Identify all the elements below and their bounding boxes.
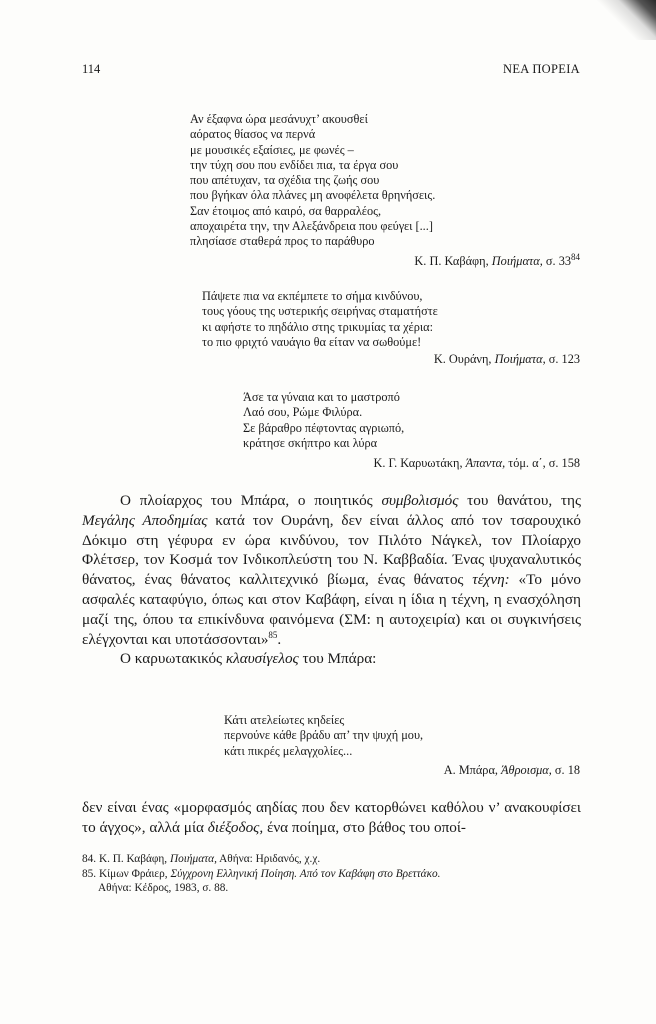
poem-line: αποχαιρέτα την, την Αλεξάνδρεια που φεύγει [...] (190, 219, 433, 234)
cite-page: σ. 33 (545, 254, 571, 268)
poem-line: τους γόους της υστερικής σειρήνας σταματήστε (202, 304, 438, 319)
cite-work: Άπαντα, (465, 456, 506, 470)
citation-karyotakis (373, 456, 580, 471)
text-run: κατά τον Ουράνη, δεν είναι άλλος από τον τσαρουχικό Δόκιμο στη γέφυρα εν ώρα κινδύνου, τον Πιλότο Νάγκελ, τον Πλοίαρχο Φλέτσερ, τον Κοσμά τον Ινδικοπλεύστη του Ν. Καββαδία. Ένας ψυχαναλυτικός θάνατος, ένας θάνατος καλλιτεχνικό βίωμα, ένας θάνατος (82, 511, 581, 589)
quote-karyotakis (243, 390, 404, 451)
citation-baras (444, 763, 580, 778)
paragraph (82, 491, 581, 649)
poem-line: Κάτι ατελείωτες κηδείες (224, 713, 345, 727)
page-number: 114 (82, 62, 101, 76)
paragraph (82, 649, 581, 669)
cite-page: σ. 18 (554, 763, 580, 777)
poem-line: κράτησε σκήπτρο και λύρα (243, 435, 378, 450)
text-run: «Το μόνο ασφαλές καταφύγιο, όπως και στον Καβάφη, είναι η ίδια η τέχνη, η ενασχόληση μαζί της, όπου τα επικίνδυνα φαινόμενα (ΣΜ: η αυτοχειρία) και οι συγκινήσεις ελέγχονται και υποτάσσονται» (82, 571, 581, 648)
emphasis: συμβολισμός (381, 492, 459, 509)
footnote-85-continued: Αθήνα: Κέδρος, 1983, σ. 88. (98, 882, 229, 895)
quote-ouranis (202, 289, 438, 350)
poem-line: κι αφήστε το πηδάλιο στης τρικυμίας τα χέρια: (202, 319, 434, 334)
cite-page: σ. 123 (548, 352, 580, 366)
emphasis: κλαυσίγελος (225, 650, 299, 668)
footnote-ref: 84 (571, 251, 580, 262)
body-section-1 (82, 491, 581, 669)
poem-line: με μουσικές εξαίσιες, με φωνές – (190, 142, 354, 157)
running-title: ΝΕΑ ΠΟΡΕΙΑ (503, 62, 580, 76)
poem-line: Λαό σου, Ρώμε Φιλύρα. (243, 405, 363, 420)
poem-line: αόρατος θίασος να περνά (190, 127, 316, 142)
poem-line: που βγήκαν όλα πλάνες μη ανοφέλετα θρηνήσεις. (190, 188, 436, 203)
cite-author: Κ. Γ. Καρυωτάκη, (373, 456, 463, 470)
text-run: 85. Κίμων Φράιερ, (82, 867, 171, 880)
poem-line: Πάψετε πια να εκπέμπετε το σήμα κινδύνου, (202, 289, 423, 303)
cite-work: Ποιήματα, (491, 254, 543, 268)
emphasis: Μεγάλης Αποδημίας (82, 511, 208, 529)
text-run: . (277, 630, 282, 648)
text-run: Ο πλοίαρχος του Μπάρα, ο ποιητικός (120, 492, 382, 509)
emphasis: Ποιήματα, (169, 853, 217, 865)
cite-work: Άθροισμα, (501, 763, 552, 777)
poem-line: το πιο φριχτό ναυάγιο θα είταν να σωθούμε! (202, 334, 422, 349)
poem-line: περνούνε κάθε βράδυ απ’ την ψυχή μου, (224, 728, 424, 743)
emphasis: τέχνη: (472, 571, 510, 589)
text-run: 84. Κ. Π. Καβάφη, (82, 853, 170, 865)
text-run: Αθήνα: Ηριδανός, χ.χ. (216, 853, 321, 865)
footnote-84 (82, 852, 582, 867)
emphasis: Σύγχρονη Ελληνική Ποίηση. Από τον Καβάφη στο Βρεττάκο. (170, 867, 441, 880)
citation-ouranis (434, 352, 580, 367)
cite-author: Κ. Π. Καβάφη, (414, 254, 489, 268)
poem-line: Σαν έτοιμος από καιρό, σα θαρραλέος, (190, 203, 382, 218)
poem-line: που απέτυχαν, τα σχέδια της ζωής σου (190, 173, 380, 188)
footnotes (82, 852, 582, 896)
citation-cavafy (414, 251, 580, 269)
quote-cavafy (190, 112, 435, 250)
text-run: Ο καρυωτακικός (120, 650, 226, 668)
text-run: ένα ποίημα, στο βάθος του οποί- (263, 818, 466, 836)
footnote-85 (82, 867, 582, 882)
quote-baras (224, 713, 423, 759)
poem-line: την τύχη σου που ενδίδει πια, τα έργα σου (190, 157, 399, 172)
poem-line: Άσε τα γύναια και το μαστροπό (243, 390, 400, 404)
page-corner-shadow (596, 0, 656, 40)
cite-work: Ποιήματα, (494, 352, 546, 366)
poem-line: κάτι πικρές μελαγχολίες... (224, 743, 353, 758)
emphasis: διέξοδος, (207, 818, 264, 836)
cite-author: Α. Μπάρα, (443, 763, 498, 777)
cite-page: τόμ. α΄, σ. 158 (508, 456, 580, 470)
text-run: του θανάτου, της (458, 492, 581, 509)
poem-line: πλησίασε σταθερά προς το παράθυρο (190, 234, 375, 249)
text-run: δεν είναι ένας «μορφασμός αηδίας που δεν κατορθώνει καθόλου ν’ ανακουφίσει το άγχος», αλλά μία (82, 799, 581, 836)
footnote-ref: 85 (268, 629, 278, 640)
poem-line: Αν έξαφνα ώρα μεσάνυχτ’ ακουσθεί (190, 112, 368, 126)
paragraph (82, 798, 581, 838)
text-run: του Μπάρα: (298, 650, 377, 668)
cite-author: Κ. Ουράνη, (433, 352, 492, 366)
body-section-2 (82, 798, 581, 838)
poem-line: Σε βάραθρο πέφτοντας αγριωπό, (243, 420, 405, 435)
